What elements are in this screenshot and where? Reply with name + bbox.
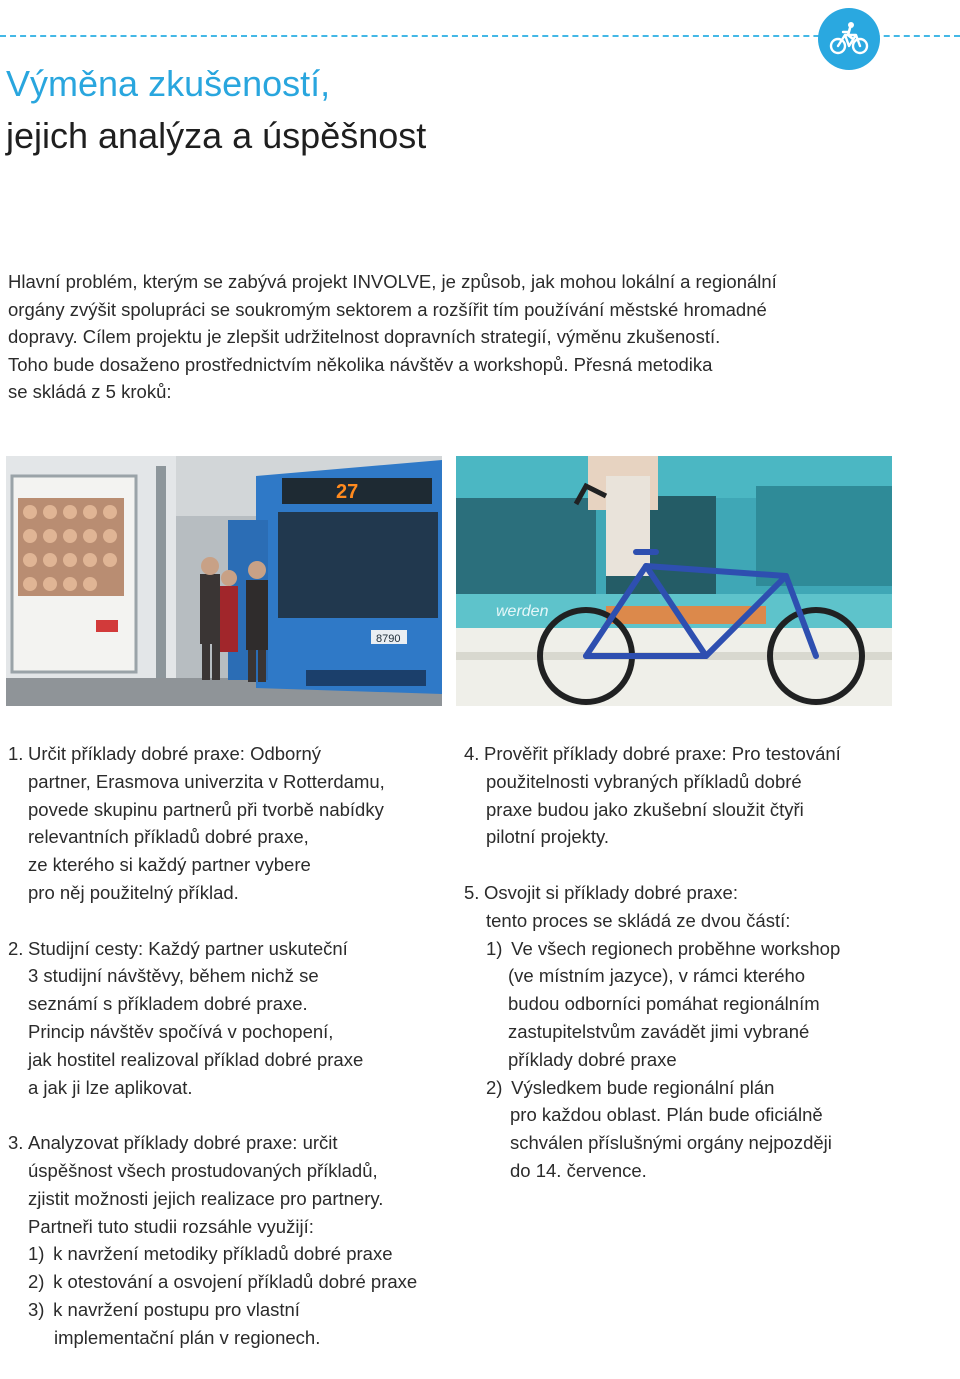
step-2-number: 2.: [8, 937, 24, 959]
step-4-text: Prověřit příklady dobré praxe: Pro testování: [484, 743, 841, 764]
tram-side-text: werden: [496, 603, 549, 620]
step-5-subitem-text: (ve místním jazyce), v rámci kterého: [508, 965, 806, 987]
step-4-text: praxe budou jako zkušební sloužit čtyři: [486, 798, 804, 820]
step-3-subitem-number: 1): [28, 1243, 45, 1265]
step-5-text: Osvojit si příklady dobré praxe:: [484, 881, 738, 903]
page-title-line2: jejich analýza a úspěšnost: [6, 115, 427, 156]
step-4-text: pilotní projekty.: [486, 826, 610, 848]
step-1-number: 1.: [8, 743, 24, 764]
header-dashed-divider: [0, 35, 960, 37]
intro-line: dopravy. Cílem projektu je zlepšit udržitelnost dopravních strategií, výměnu zkušeností.: [8, 326, 721, 347]
step-5: [464, 879, 914, 1185]
step-1-text: pro něj použitelný příklad.: [28, 881, 239, 903]
tram-bicycle-photo: [456, 456, 892, 706]
step-4-first-line: [464, 740, 914, 768]
step-3-subitem-text: k navržení postupu pro vlastní: [53, 1298, 300, 1320]
step-4-number: 4.: [464, 743, 480, 764]
step-5-subitem-text: Ve všech regionech proběhne workshop: [511, 937, 841, 959]
intro-line: se skládá z 5 kroků:: [8, 381, 172, 402]
intro-line: Toho bude dosaženo prostřednictvím několika návštěv a workshopů. Přesná metodika: [8, 353, 713, 375]
step-2-text: 3 studijní návštěvy, během nichž se: [28, 965, 319, 987]
step-3-subitem-continuation: implementační plán v regionech.: [54, 1326, 321, 1348]
step-2: [8, 935, 448, 1102]
step-2-text: Princip návštěv spočívá v pochopení,: [28, 1020, 334, 1042]
step-2-text: Studijní cesty: Každý partner uskuteční: [28, 937, 348, 959]
bus-route-sign: 27: [336, 481, 359, 503]
step-3-subitem-number: 2): [28, 1271, 45, 1293]
step-2-text: jak hostitel realizoval příklad dobré praxe: [28, 1048, 364, 1070]
step-5-subitem-text: zastupitelstvům zavádět jimi vybrané: [508, 1020, 810, 1042]
step-2-first-line: [8, 935, 448, 963]
step-4: [464, 740, 914, 851]
bus-fleet-number: 8790: [376, 633, 401, 645]
bicycle-icon: [829, 19, 869, 59]
step-1-text: partner, Erasmova univerzita v Rotterdamu,: [28, 770, 385, 792]
step-5-subitem-text: budou odborníci pomáhat regionálním: [508, 993, 820, 1015]
step-5-text: tento proces se skládá ze dvou částí:: [486, 909, 791, 931]
intro-line: Hlavní problém, kterým se zabývá projekt INVOLVE, je způsob, jak mohou lokální a regionální: [8, 271, 777, 292]
step-5-subitem: [464, 1074, 914, 1102]
bicycle-badge: [818, 8, 880, 70]
bus-stop-photo: [6, 456, 442, 706]
page-title-line1: Výměna zkušeností,: [6, 63, 331, 104]
step-1-text: povede skupinu partnerů při tvorbě nabídky: [28, 798, 384, 820]
step-3-text: Partneři tuto studii rozsáhle využijí:: [28, 1215, 314, 1237]
step-3-subitem-text: k otestování a osvojení příkladů dobré praxe: [53, 1271, 418, 1293]
step-5-subitem-text: pro každou oblast. Plán bude oficiálně: [510, 1104, 823, 1126]
step-3-number: 3.: [8, 1132, 24, 1154]
step-3: [8, 1129, 448, 1351]
step-5-number: 5.: [464, 881, 480, 903]
step-1-text: Určit příklady dobré praxe: Odborný: [28, 743, 322, 764]
step-4-text: použitelnosti vybraných příkladů dobré: [486, 770, 802, 792]
step-2-text: seznámí s příkladem dobré praxe.: [28, 993, 308, 1015]
step-5-first-line: [464, 879, 914, 907]
step-1-text: ze kterého si každý partner vybere: [28, 854, 311, 876]
step-5-subitem-number: 2): [486, 1076, 503, 1098]
step-2-text: a jak ji lze aplikovat.: [28, 1076, 193, 1098]
step-3-subitem-number: 3): [28, 1298, 45, 1320]
step-5-subitem: [464, 935, 914, 963]
intro-line: orgány zvýšit spolupráci se soukromým sektorem a rozšířit tím používání městské hromadné: [8, 298, 767, 320]
step-3-subitem: [8, 1268, 448, 1296]
step-5-subitem-text: do 14. července.: [510, 1159, 647, 1181]
steps-right-column: [464, 740, 914, 1213]
step-5-subitem-text: schválen příslušnými orgány nejpozději: [510, 1132, 832, 1154]
step-3-text: úspěšnost všech prostudovaných příkladů,: [28, 1159, 378, 1181]
step-5-subitem-number: 1): [486, 937, 503, 959]
step-3-subitem: [8, 1296, 448, 1324]
step-1: [8, 740, 448, 907]
intro-paragraph: [8, 268, 868, 406]
step-3-text: zjistit možnosti jejich realizace pro partnery.: [28, 1187, 384, 1209]
step-3-text: Analyzovat příklady dobré praxe: určit: [28, 1132, 338, 1154]
step-3-subitem: [8, 1240, 448, 1268]
step-3-first-line: [8, 1129, 448, 1157]
step-5-subitem-text: Výsledkem bude regionální plán: [511, 1076, 775, 1098]
step-1-first-line: [8, 740, 448, 768]
steps-left-column: [8, 740, 448, 1379]
step-3-subitem-text: k navržení metodiky příkladů dobré praxe: [53, 1243, 393, 1265]
step-5-subitem-text: příklady dobré praxe: [508, 1048, 677, 1070]
step-1-text: relevantních příkladů dobré praxe,: [28, 826, 309, 848]
